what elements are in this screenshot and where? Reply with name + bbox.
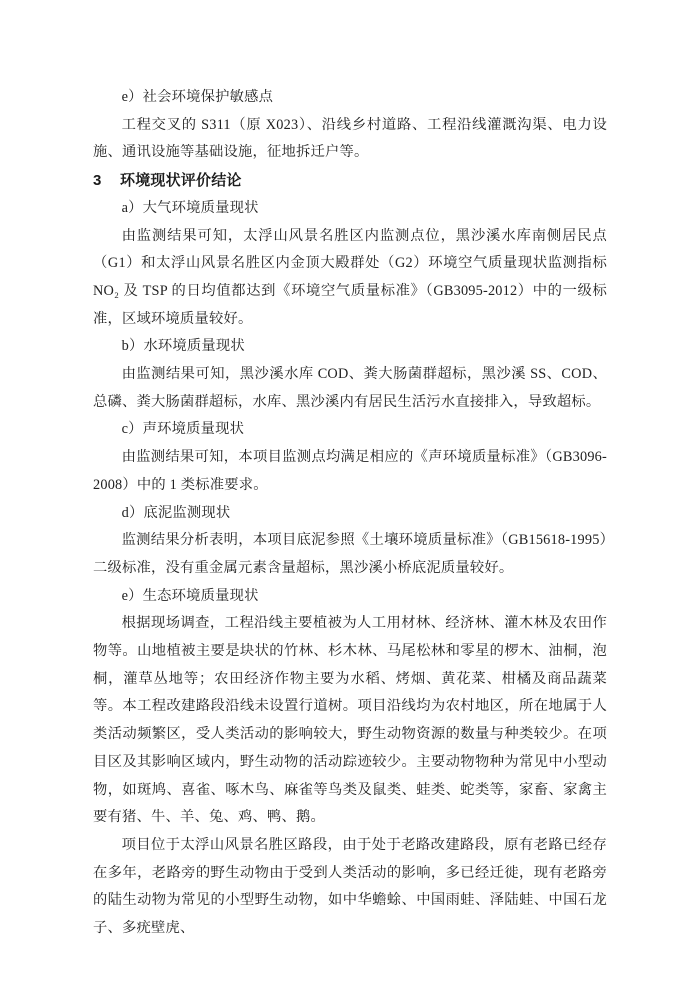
paragraph-sediment-status: 监测结果分析表明，本项目底泥参照《土壤环境质量标准》（GB15618-1995）二级标准，没有重金属元素含量超标，黑沙溪小桥底泥质量较好。 [93, 532, 607, 576]
section-number: 3 [93, 172, 102, 190]
subheading-e-social-env: e）社会环境保护敏感点 [121, 89, 274, 105]
paragraph-wildlife-status: 项目位于太浮山风景名胜区路段，由于处于老路改建路段，原有老路已经存在多年，老路旁的野生动物由于受到人类活动的影响，多已经迁徙，现有老路旁的陆生动物为常见的小型野生动物，如中华蟾蜍、中国雨蛙、泽陆蛙、中国石龙子、多疣壁虎、 [93, 836, 607, 937]
subheading-a-air-quality: a）大气环境质量现状 [121, 199, 259, 216]
section-title: 环境现状评价结论 [120, 172, 242, 190]
subheading-d-sediment-monitoring: d）底泥监测现状 [121, 504, 231, 521]
subheading-e-ecological-quality: e）生态环境质量现状 [121, 587, 259, 604]
subheading-c-noise-quality: c）声环境质量现状 [121, 421, 245, 438]
paragraph-air-quality-status: 由监测结果可知，太浮山风景名胜区内监测点位，黑沙溪水库南侧居民点（G1）和太浮山风景名胜区内金顶大殿群处（G2）环境空气质量现状监测指标 NO₂ 及 TSP 的日均值都达到《环境空气质量标准》（GB3095-2012）中的一级标准，区域环境质量较好。 [93, 227, 607, 327]
subheading-b-water-quality: b）水环境质量现状 [121, 338, 245, 355]
paragraph-ecological-status: 根据现场调查，工程沿线主要植被为人工用材林、经济林、灌木林及农田作物等。山地植被主要是块状的竹林、杉木林、马尾松林和零星的椤木、油桐，泡桐，灌草丛地等；农田经济作物主要为水稻、烤烟、黄花菜、柑橘及商品蔬菜等。本工程改建路段沿线未设置行道树。项目沿线均为农村地区，所在地属于人类活动频繁区，受人类活动的影响较大，野生动物资源的数量与种类较少。在项目区及其影响区域内，野生动物的活动踪迹较少。主要动物物种为常见中小型动物，如斑鸠、喜雀、啄木鸟、麻雀等鸟类及鼠类、蛙类、蛇类等，家畜、家禽主要有猪、牛、羊、兔、鸡、鸭、鹅。 [93, 615, 607, 826]
section-heading [93, 167, 607, 195]
paragraph-noise-quality-status: 由监测结果可知，本项目监测点均满足相应的《声环境质量标准》（GB3096-2008）中的 1 类标准要求。 [93, 449, 607, 493]
paragraph-social-sensitive-points: 工程交叉的 S311（原 X023）、沿线乡村道路、工程沿线灌溉沟渠、电力设施、通讯设施等基础设施，征地拆迁户等。 [93, 116, 607, 161]
paragraph-water-quality-status: 由监测结果可知，黑沙溪水库 COD、粪大肠菌群超标，黑沙溪 SS、COD、总磷、粪大肠菌群超标，水库、黑沙溪内有居民生活污水直接排入，导致超标。 [93, 366, 607, 410]
